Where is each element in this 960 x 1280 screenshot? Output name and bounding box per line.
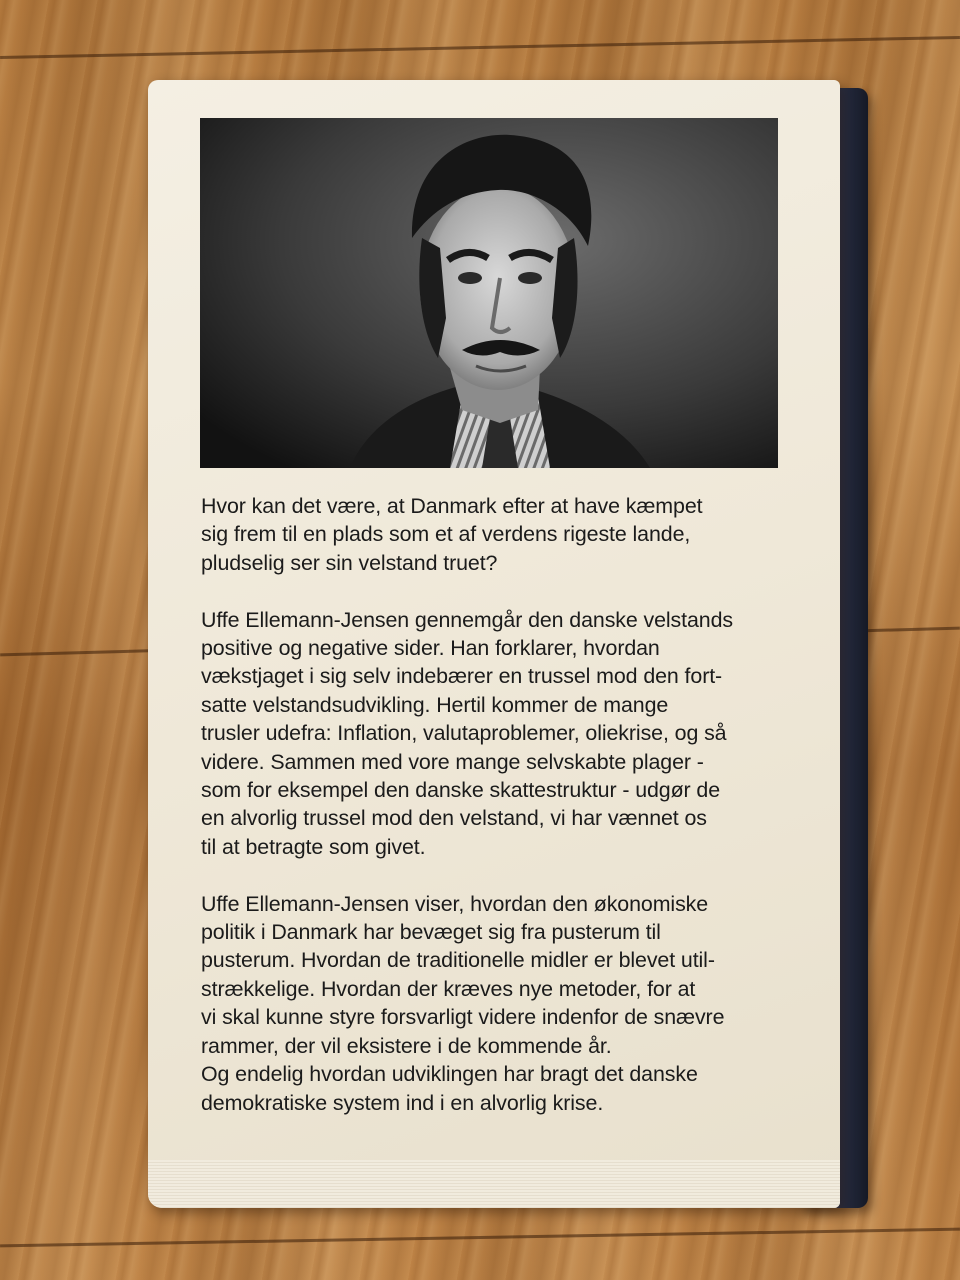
book-page-edges — [148, 1160, 840, 1208]
blurb-text — [201, 492, 801, 1117]
floor-plank-seam — [0, 36, 960, 59]
blurb-paragraph-3: Uffe Ellemann-Jensen viser, hvordan den økonomiske politik i Danmark har bevæget sig fra pusterum til pusterum. Hvordan de traditionelle midler er blevet util- strækkelige. Hvordan der kræves nye metoder, for at vi skal kunne styre forsvarligt videre indenfor de snævre rammer, der vil eksistere i de kommende år. Og endelig hvordan udviklingen har bragt det danske demokratiske system ind i en alvorlig krise. — [201, 891, 725, 1115]
blurb-paragraph-2: Uffe Ellemann-Jensen gennemgår den danske velstands positive og negative sider. Han forklarer, hvordan vækstjaget i sig selv indebærer en trussel mod den fort- satte velstandsudvikling. Hertil kommer de mange trusler udefra: Inflation, valutaproblemer, oliekrise, og så videre. Sammen med vore mange selvskabte plager - som for eksempel den danske skattestruktur - udgør de en alvorlig trussel mod den velstand, vi har vænnet os til at betragte som givet. — [201, 607, 733, 859]
author-portrait-photo — [200, 118, 778, 468]
portrait-illustration — [200, 118, 778, 468]
blurb-paragraph-1: Hvor kan det være, at Danmark efter at have kæmpet sig frem til en plads som et af verdens rigeste lande, pludselig ser sin velstand truet? — [201, 494, 703, 575]
floor-plank-seam — [0, 1228, 960, 1248]
